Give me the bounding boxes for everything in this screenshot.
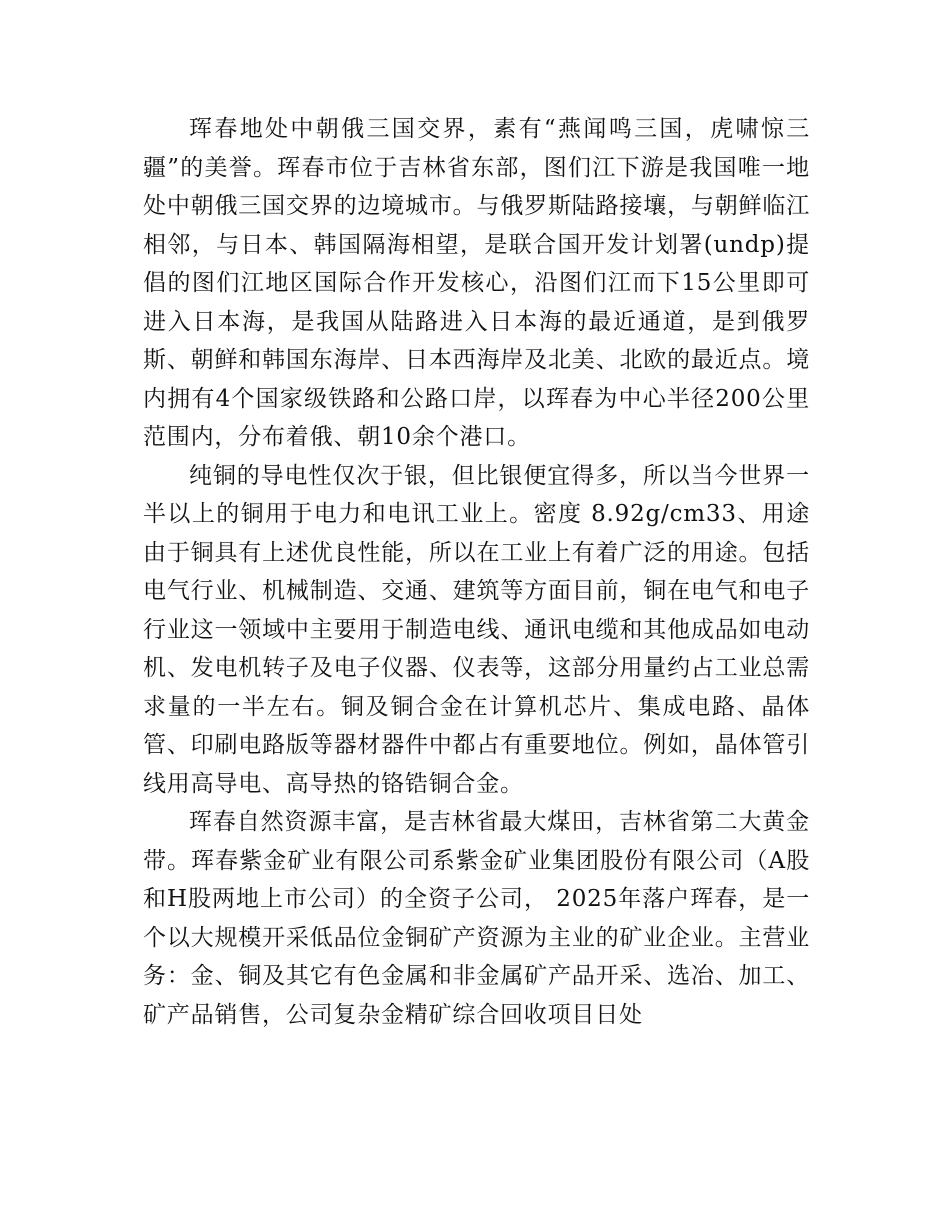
paragraph-zijin-mining: 珲春自然资源丰富，是吉林省最大煤田，吉林省第二大黄金带。珲春紫金矿业有限公司系紫金矿业集团股份有限公司（A股和H股两地上市公司）的全资子公司， 2025年落户珲春，是一个以大规模开采低品位金铜矿产资源为主业的矿业企业。主营业务：金、铜及其它有色金属和非金属矿产品开采、选冶、加工、矿产品销售，公司复杂金精矿综合回收项目日处 (143, 809, 810, 1028)
document-page (143, 110, 810, 1034)
paragraph-copper-uses: 纯铜的导电性仅次于银，但比银便宜得多，所以当今世界一半以上的铜用于电力和电讯工业上。密度 8.92g/cm33、用途由于铜具有上述优良性能，所以在工业上有着广泛的用途。包括电气行业、机械制造、交通、建筑等方面目前，铜在电气和电子行业这一领域中主要用于制造电线、通讯电缆和其他成品如电动机、发电机转子及电子仪器、仪表等，这部分用量约占工业总需求量的一半左右。铜及铜合金在计算机芯片、集成电路、晶体管、印刷电路版等器材器件中都占有重要地位。例如，晶体管引线用高导电、高导热的铬锆铜合金。 (143, 462, 810, 797)
paragraph-hunchun-location: 珲春地处中朝俄三国交界，素有“燕闻鸣三国，虎啸惊三疆”的美誉。珲春市位于吉林省东部，图们江下游是我国唯一地处中朝俄三国交界的边境城市。与俄罗斯陆路接壤，与朝鲜临江相邻，与日本、韩国隔海相望，是联合国开发计划署(undp)提倡的图们江地区国际合作开发核心，沿图们江而下15公里即可进入日本海，是我国从陆路进入日本海的最近通道，是到俄罗斯、朝鲜和韩国东海岸、日本西海岸及北美、北欧的最近点。境内拥有4个国家级铁路和公路口岸，以珲春为中心半径200公里范围内，分布着俄、朝10余个港口。 (143, 116, 810, 450)
